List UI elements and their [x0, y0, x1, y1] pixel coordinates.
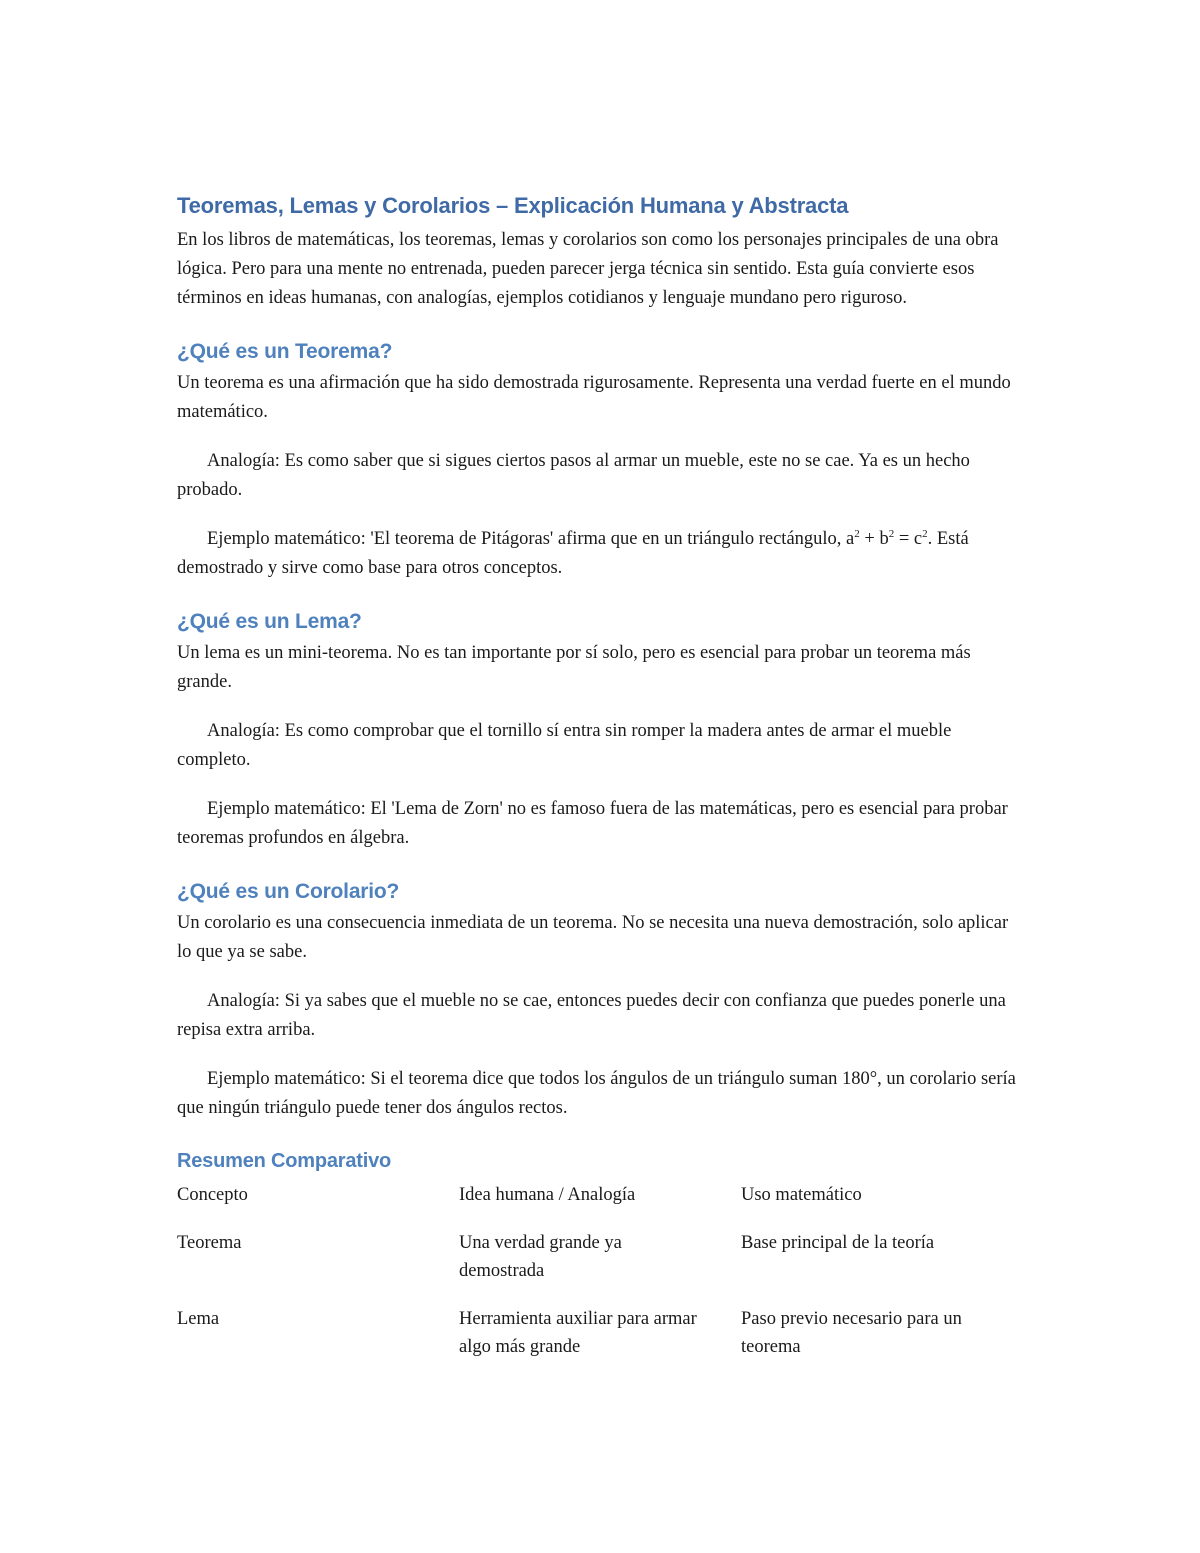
summary-table — [177, 1181, 1003, 1381]
corolario-example: Ejemplo matemático: Si el teorema dice que todos los ángulos de un triángulo suman 180°, un corolario sería que ningún triángulo puede tener dos ángulos rectos. — [177, 1069, 1016, 1118]
superscript-a: 2 — [854, 527, 860, 540]
table-cell: Base principal de la teoría — [741, 1233, 935, 1253]
heading-lema: ¿Qué es un Lema? — [177, 610, 362, 633]
heading-corolario: ¿Qué es un Corolario? — [177, 880, 400, 903]
table-header-cell: Uso matemático — [741, 1185, 862, 1205]
intro-paragraph: En los libros de matemáticas, los teoremas, lemas y corolarios son como los personajes principales de una obra lógica. Pero para una mente no entrenada, pueden parecer jerga técnica sin sentido. Esta guía convierte esos términos en ideas humanas, con analogías, ejemplos cotidianos y lenguaje mundano pero riguroso. — [177, 230, 999, 308]
teorema-example — [177, 525, 1027, 583]
table-header-row — [177, 1181, 1003, 1229]
teorema-example-text-c: = c — [894, 529, 923, 549]
lema-analogy: Analogía: Es como comprobar que el tornillo sí entra sin romper la madera antes de armar el mueble completo. — [177, 721, 952, 770]
table-header-cell: Concepto — [177, 1185, 248, 1205]
heading-resumen: Resumen Comparativo — [177, 1150, 392, 1172]
table-header-cell: Idea humana / Analogía — [459, 1185, 636, 1205]
lema-definition: Un lema es un mini-teorema. No es tan importante por sí solo, pero es esencial para probar un teorema más grande. — [177, 643, 971, 692]
teorema-example-text-a: Ejemplo matemático: 'El teorema de Pitágoras' afirma que en un triángulo rectángulo, a — [207, 529, 855, 549]
document-title: Teoremas, Lemas y Corolarios – Explicación Humana y Abstracta — [177, 193, 849, 218]
superscript-c: 2 — [922, 527, 928, 540]
table-cell: Paso previo necesario para un teorema — [741, 1309, 962, 1357]
lema-example: Ejemplo matemático: El 'Lema de Zorn' no es famoso fuera de las matemáticas, pero es esencial para probar teoremas profundos en álgebra. — [177, 799, 1008, 848]
heading-teorema: ¿Qué es un Teorema? — [177, 340, 393, 363]
table-cell: Herramienta auxiliar para armar algo más grande — [459, 1309, 697, 1357]
teorema-analogy: Analogía: Es como saber que si sigues ciertos pasos al armar un mueble, este no se cae. Ya es un hecho probado. — [177, 451, 970, 500]
corolario-analogy: Analogía: Si ya sabes que el mueble no se cae, entonces puedes decir con confianza que puedes ponerle una repisa extra arriba. — [177, 991, 1006, 1040]
corolario-definition: Un corolario es una consecuencia inmediata de un teorema. No se necesita una nueva demostración, solo aplicar lo que ya se sabe. — [177, 913, 1009, 962]
table-cell: Teorema — [177, 1233, 242, 1253]
teorema-definition: Un teorema es una afirmación que ha sido demostrada rigurosamente. Representa una verdad fuerte en el mundo matemático. — [177, 373, 1011, 422]
table-cell: Lema — [177, 1309, 220, 1329]
superscript-b: 2 — [888, 527, 895, 540]
table-row — [177, 1229, 1003, 1305]
table-row — [177, 1305, 1003, 1381]
teorema-example-text-d: . Está demostrado y sirve como base para otros conceptos. — [177, 529, 969, 578]
document-page — [177, 190, 1027, 1381]
table-cell: Una verdad grande ya demostrada — [459, 1233, 622, 1281]
teorema-example-text-b: + b — [859, 529, 889, 549]
